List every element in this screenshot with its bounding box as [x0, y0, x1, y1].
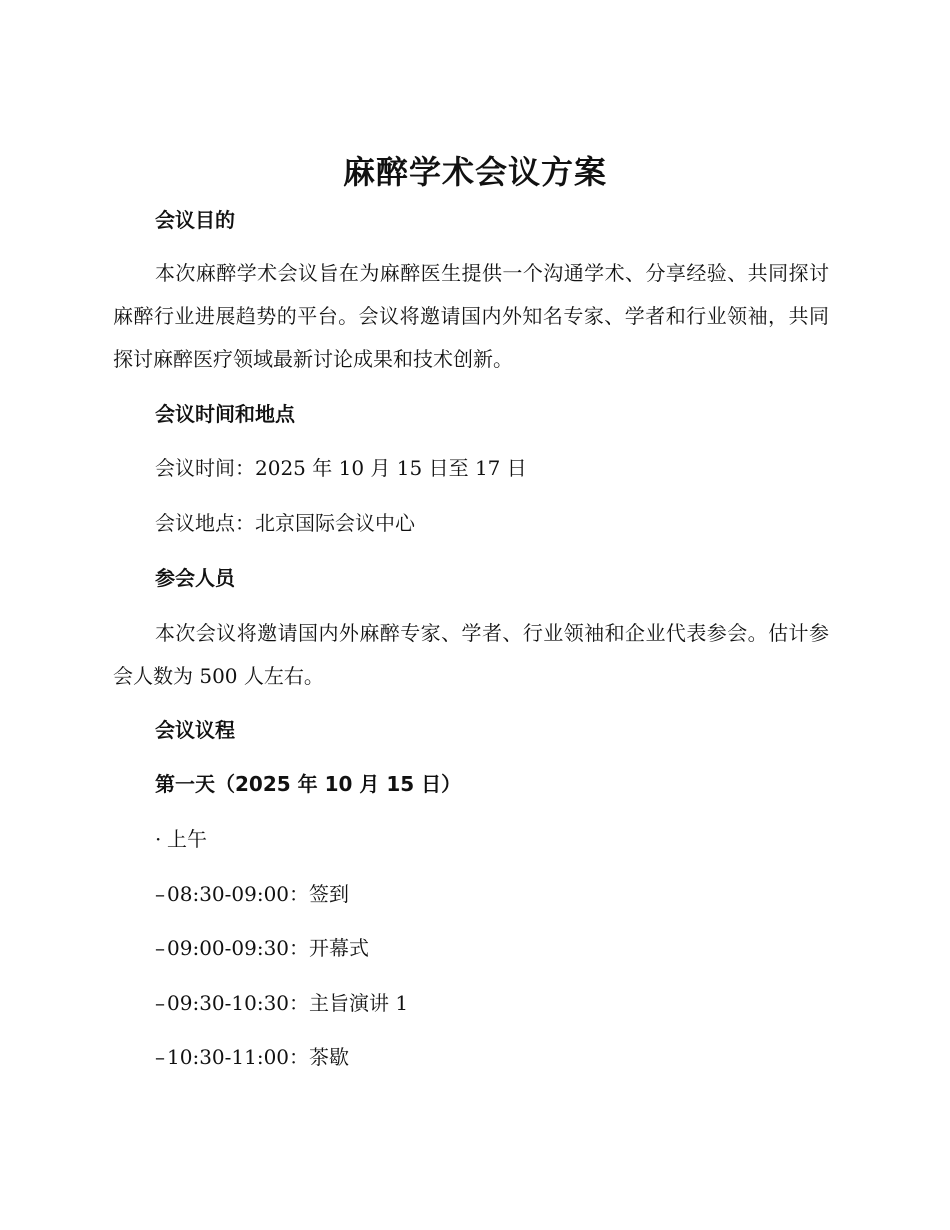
agenda-item: [155, 988, 408, 1018]
agenda-item-text: 09:30-10:30：主旨演讲 1: [167, 991, 409, 1015]
bullet-marker: ·: [155, 827, 162, 851]
document-title: 麻醉学术会议方案: [342, 153, 607, 191]
purpose-paragraph: 本次麻醉学术会议旨在为麻醉医生提供一个沟通学术、分享经验、共同探讨麻醉行业进展趋势的平台。会议将邀请国内外知名专家、学者和行业领袖，共同探讨麻醉医疗领域最新讨论成果和技术创新。: [113, 261, 829, 371]
section-heading-time-place: 会议时间和地点: [155, 402, 295, 426]
agenda-item-text: 09:00-09:30：开幕式: [167, 936, 370, 960]
day1-heading: 第一天（2025 年 10 月 15 日）: [155, 772, 462, 796]
agenda-item-text: 08:30-09:00：签到: [167, 882, 350, 906]
section-heading-attendees: 参会人员: [155, 566, 235, 590]
morning-label: 上午: [167, 827, 207, 851]
agenda-item: [155, 1042, 349, 1072]
dash-marker: –: [155, 882, 165, 906]
dash-marker: –: [155, 936, 165, 960]
attendees-paragraph: 本次会议将邀请国内外麻醉专家、学者、行业领袖和企业代表参会。估计参会人数为 500 人左右。: [113, 621, 829, 688]
morning-list-item: [155, 824, 207, 854]
dash-marker: –: [155, 1045, 165, 1069]
meeting-place-line: 会议地点：北京国际会议中心: [155, 511, 415, 535]
agenda-item: [155, 879, 349, 909]
meeting-time-line: 会议时间：2025 年 10 月 15 日至 17 日: [155, 456, 527, 480]
section-heading-purpose: 会议目的: [155, 208, 235, 232]
agenda-item: [155, 933, 369, 963]
section-heading-agenda: 会议议程: [155, 718, 235, 742]
agenda-item-text: 10:30-11:00：茶歇: [167, 1045, 350, 1069]
dash-marker: –: [155, 991, 165, 1015]
